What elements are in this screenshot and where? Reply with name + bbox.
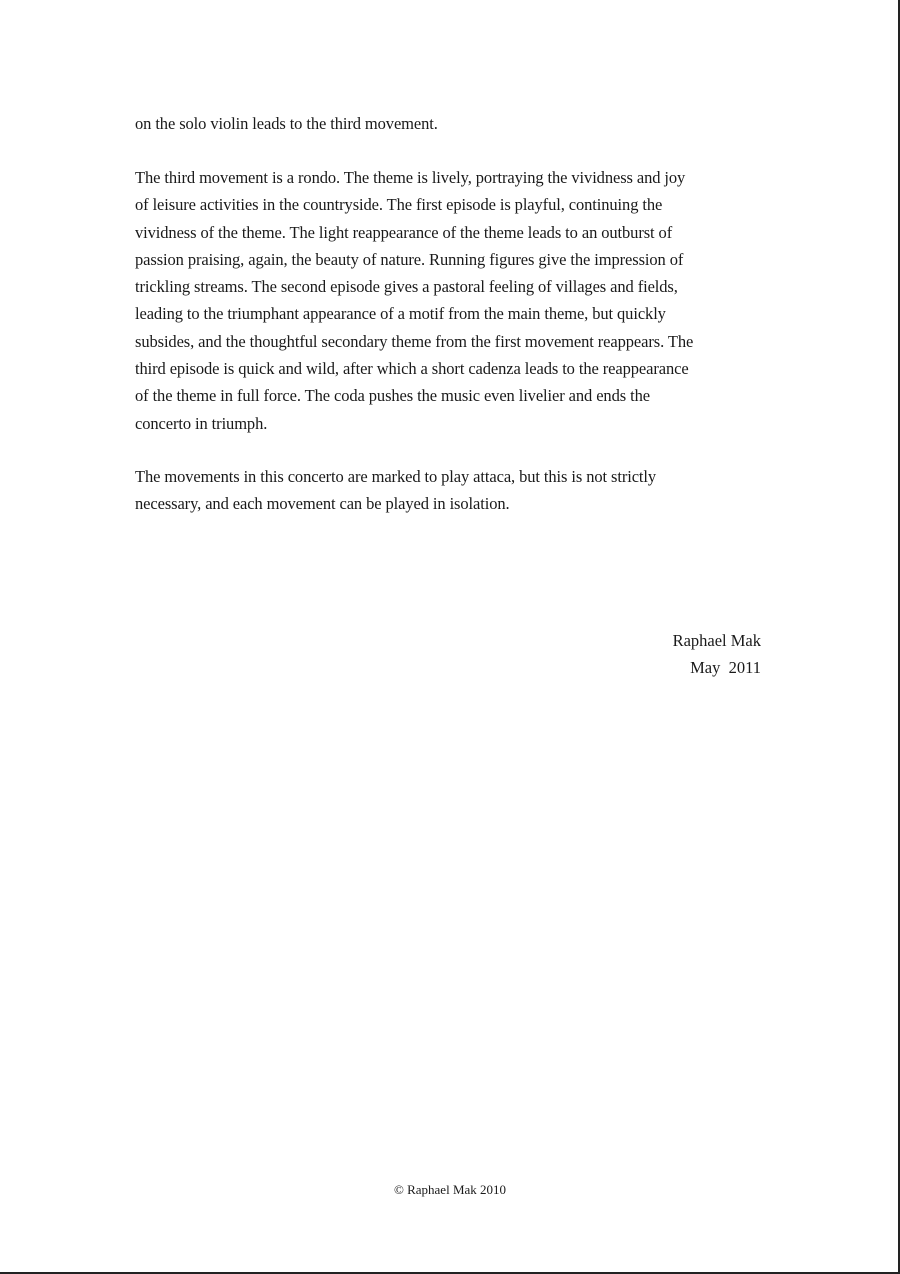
signature-author: Raphael Mak (672, 631, 761, 650)
paragraph-line: passion praising, again, the beauty of nature. Running figures give the impression of (135, 249, 684, 269)
paragraph-line: subsides, and the thoughtful secondary theme from the first movement reappears. The (135, 331, 694, 351)
paragraph-line: trickling streams. The second episode gives a pastoral feeling of villages and fields, (135, 277, 678, 297)
paragraph-line: of the theme in full force. The coda pushes the music even livelier and ends the (135, 386, 650, 406)
paragraph-line: on the solo violin leads to the third movement. (135, 114, 438, 133)
signature-block (673, 627, 761, 682)
paragraph-line: concerto in triumph. (135, 413, 268, 433)
paragraph-line: of leisure activities in the countryside. The first episode is playful, continuing the (135, 195, 663, 215)
signature-date: May 2011 (690, 658, 761, 678)
paragraph-3 (135, 463, 765, 518)
paragraph-2 (135, 164, 765, 437)
paragraph-line: The third movement is a rondo. The theme is lively, portraying the vividness and joy (135, 168, 686, 187)
paragraph-line: necessary, and each movement can be played in isolation. (135, 494, 510, 514)
paragraph-line: third episode is quick and wild, after which a short cadenza leads to the reappearance (135, 359, 689, 379)
paragraph-line: vividness of the theme. The light reappearance of the theme leads to an outburst of (135, 222, 673, 242)
paragraph-1 (135, 110, 765, 137)
paragraph-line: leading to the triumphant appearance of a motif from the main theme, but quickly (135, 304, 666, 324)
copyright-footer: © Raphael Mak 2010 (393, 1182, 507, 1197)
paragraph-line: The movements in this concerto are marked to play attaca, but this is not strictly (135, 467, 657, 486)
